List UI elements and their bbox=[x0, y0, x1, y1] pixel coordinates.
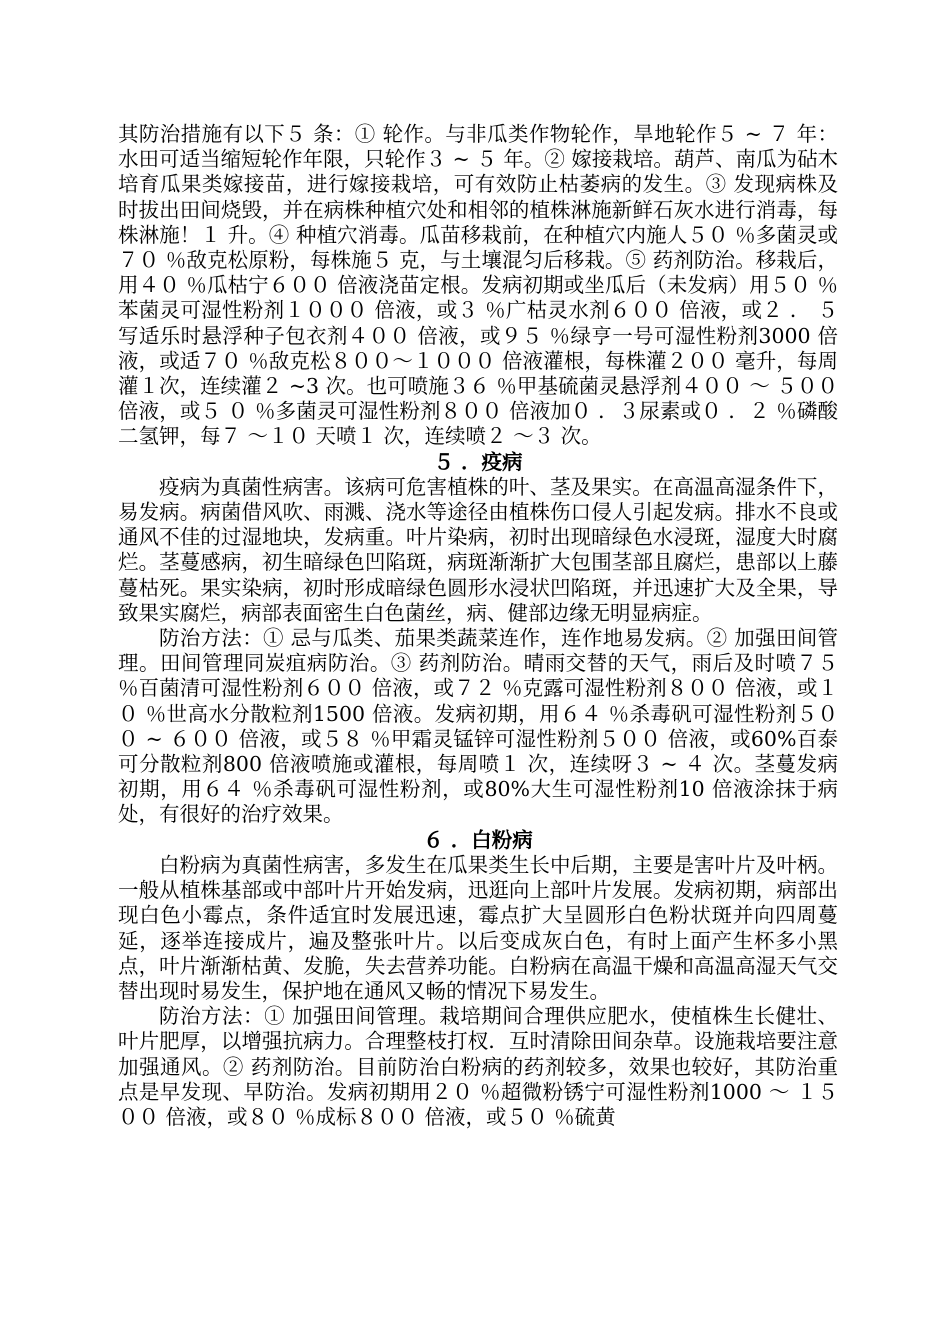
heading-powdery-mildew: ６ ．白粉病 bbox=[423, 827, 533, 852]
paragraph-powdery-mildew-control: 防治方法：① 加强田间管理。栽培期间合理供应肥水，使植株生长健壮、叶片肥厚，以增强抗病力。合理整枝打杈．互时清除田间杂草。设施栽培要注意加强通风。② 药剂防治。目前防治白粉病的药剂较多，效果也较好，其防治重点是早发现、早防治。发病初期用２０ ％超微粉锈宁可湿性粉剂1000 ～ １５００ 倍液，或８０ ％成标８００ 倍液，或５０ ％硫黄 bbox=[118, 1004, 838, 1129]
document-body bbox=[118, 122, 838, 1130]
paragraph-blight-control: 防治方法：① 忌与瓜类、茄果类蔬菜连作，连作地易发病。② 加强田间管理。田间管理同炭疽病防治。③ 药剂防治。晴雨交替的天气，雨后及时喷７５ ％百菌清可湿性粉剂６００ 倍液，或７２ ％克露可湿性粉剂８００ 倍液，或１０ ％世高水分散粒剂1500 倍液。发病初期，用６４ ％杀毒矾可湿性粉剂５００ ~ ６００ 倍液，或５８ ％甲霜灵锰锌可湿性粉剂５００ 倍液，或60%百泰可分散粒剂800 倍液喷施或灌根，每周喷１ 次，连续呀３ ~ ４ 次。茎蔓发病初期，用６４ ％杀毒矾可湿性粉剂，或80%大生可湿性粉剂10 倍液涂抹于病处，有很好的治疗效果。 bbox=[118, 626, 838, 827]
paragraph-wilt-control: 其防治措施有以下５ 条：① 轮作。与非瓜类作物轮作，旱地轮作５ ~ ７ 年：水田可适当缩短轮作年限，只轮作３ ~ ５ 年。② 嫁接栽培。葫芦、南瓜为砧木培育瓜果类嫁接苗，进行嫁接栽培，可有效防止枯萎病的发生。③ 发现病株及时拔出田间烧毁，并在病株种植穴处和相邻的植株淋施新鲜石灰水进行消毒，每株淋施！１ 升。④ 种植穴消毒。瓜苗移栽前，在种植穴内施人５０ ％多菌灵或７０ ％敌克松原粉，每株施５ 克，与土壤混匀后移栽。⑤ 药剂防治。移栽后，用４０ ％瓜枯宁６００ 倍液浇苗定根。发病初期或坐瓜后（未发病）用５０ ％苯菌灵可湿性粉剂１０００ 倍液，或３ ％广枯灵水剂６００ 倍液，或２ ． ５ 写适乐时悬浮种子包衣剂４００ 倍液，或９５ ％绿亨一号可湿性粉剂3000 倍液，或适７０ ％敌克松８００～１０００ 倍液灌根，每株灌２００ 毫升，每周灌１次，连续灌２ ~3 次。也可喷施３６ ％甲基硫菌灵悬浮剂４００ ～ ５００ 倍液，或５ ０ ％多菌灵可湿性粉剂８００ 倍液加０ ．３尿素或０ ．２ ％磷酸二氢钾，每７ ～１０ 天喷１ 次，连续喷２ ～３ 次。 bbox=[118, 122, 838, 449]
heading-blight: ５ ．疫病 bbox=[433, 449, 523, 474]
paragraph-powdery-mildew-description: 白粉病为真菌性病害，多发生在瓜果类生长中后期，主要是害叶片及叶柄。一般从植株基部或中部叶片开始发病，迅逛向上部叶片发展。发病初期，病部出现白色小霉点，条件适宜时发展迅速，霉点扩大呈圆形白色粉状斑并向四周蔓延，逐举连接成片，遍及整张叶片。以后变成灰白色，有时上面产生杯多小黑点，叶片渐渐枯黄、发脆，失去营养功能。白粉病在高温干燥和高温高湿天气交替出现时易发生，保护地在通风又畅的情况下易发生。 bbox=[118, 852, 838, 1003]
paragraph-blight-description: 疫病为真菌性病害。该病可危害植株的叶、茎及果实。在高温高湿条件下，易发病。病菌借风吹、雨溅、浇水等途径由植株伤口侵人引起发病。排水不良或通风不佳的过湿地块，发病重。叶片染病，初时出现暗绿色水浸斑，湿度大时腐烂。茎蔓感病，初生暗绿色凹陷斑，病斑渐渐扩大包围茎部且腐烂，患部以上藤蔓枯死。果实染病，初时形成暗绿色圆形水浸状凹陷斑，并迅速扩大及全果，导致果实腐烂，病部表面密生白色菌丝，病、健部边缘无明显病症。 bbox=[118, 474, 838, 625]
